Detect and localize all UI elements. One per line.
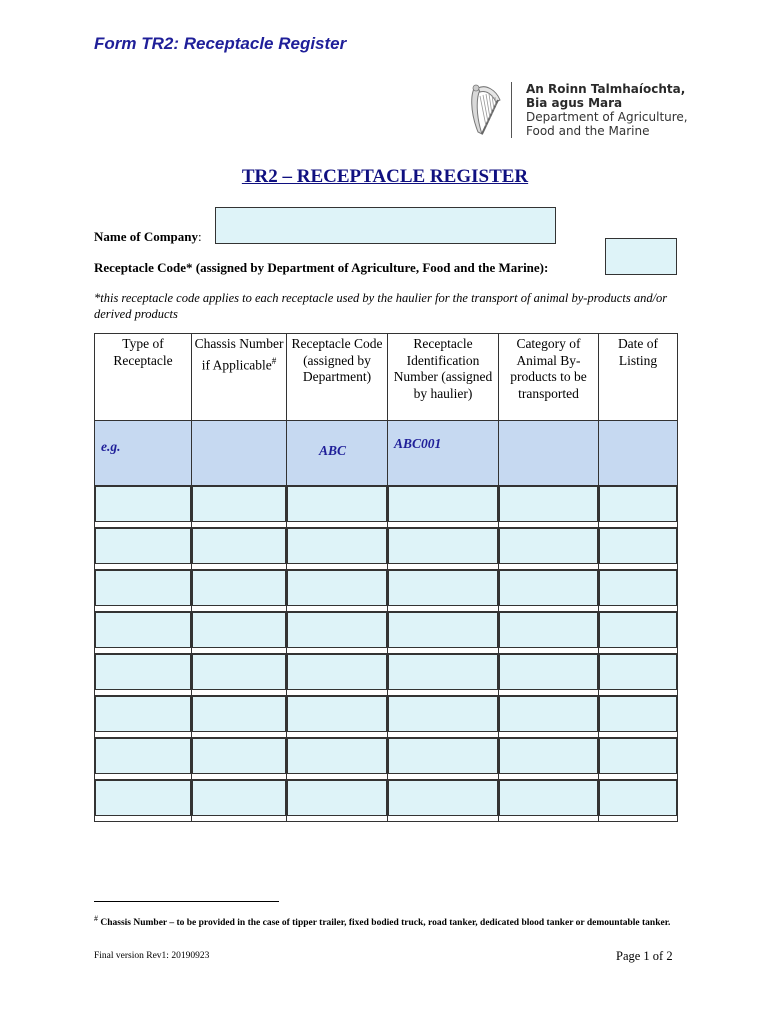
header-date-of-listing: Date of Listing xyxy=(599,334,678,421)
chassis-field[interactable] xyxy=(192,528,286,564)
table-cell-date xyxy=(599,696,678,738)
code-field[interactable] xyxy=(287,486,387,522)
code-field[interactable] xyxy=(287,570,387,606)
department-irish-line2: Bia agus Mara xyxy=(526,96,623,110)
table-cell-chassis xyxy=(192,612,287,654)
harp-icon xyxy=(466,82,506,138)
code-field[interactable] xyxy=(287,696,387,732)
date-field[interactable] xyxy=(599,612,677,648)
type-field[interactable] xyxy=(95,486,191,522)
table-row xyxy=(95,486,678,528)
example-id: ABC001 xyxy=(394,436,442,451)
table-cell-category xyxy=(499,696,599,738)
company-label-text: Name of Company xyxy=(94,229,198,244)
footnote-marker: # xyxy=(94,914,98,923)
department-irish-line1: An Roinn Talmhaíochta, xyxy=(526,82,686,96)
example-type: e.g. xyxy=(101,439,121,454)
table-header-row xyxy=(95,334,678,421)
footnote-text: Chassis Number – to be provided in the case of tipper trailer, fixed bodied truck, road tanker, dedicated blood tanker or demountable tanker. xyxy=(98,918,671,929)
table-cell-date xyxy=(599,654,678,696)
id-field[interactable] xyxy=(388,528,498,564)
table-row xyxy=(95,696,678,738)
header-receptacle-code: Receptacle Code (assigned by Department) xyxy=(287,334,388,421)
chassis-field[interactable] xyxy=(192,612,286,648)
table-cell-code xyxy=(287,570,388,612)
table-cell-category xyxy=(499,486,599,528)
date-field[interactable] xyxy=(599,780,677,816)
table-cell-type xyxy=(95,612,192,654)
type-field[interactable] xyxy=(95,612,191,648)
date-field[interactable] xyxy=(599,738,677,774)
code-field[interactable] xyxy=(287,528,387,564)
receptacle-register-table xyxy=(94,333,678,822)
table-cell-code xyxy=(287,696,388,738)
date-field[interactable] xyxy=(599,486,677,522)
id-field[interactable] xyxy=(388,654,498,690)
table-cell-code xyxy=(287,738,388,780)
category-field[interactable] xyxy=(499,612,598,648)
company-label xyxy=(94,229,202,245)
table-cell-category xyxy=(499,612,599,654)
header-category: Category of Animal By-products to be transported xyxy=(499,334,599,421)
category-field[interactable] xyxy=(499,486,598,522)
table-cell-code xyxy=(287,486,388,528)
example-code-cell xyxy=(287,421,388,486)
table-cell-id xyxy=(388,570,499,612)
table-cell-category xyxy=(499,780,599,822)
table-cell-id xyxy=(388,486,499,528)
receptacle-code-note: *this receptacle code applies to each receptacle used by the haulier for the transport of animal by-products and/or derived products xyxy=(94,291,668,321)
id-field[interactable] xyxy=(388,612,498,648)
table-cell-category xyxy=(499,738,599,780)
department-english-line2: Food and the Marine xyxy=(526,124,650,138)
table-cell-chassis xyxy=(192,738,287,780)
id-field[interactable] xyxy=(388,780,498,816)
date-field[interactable] xyxy=(599,528,677,564)
table-row xyxy=(95,738,678,780)
table-row xyxy=(95,528,678,570)
table-cell-chassis xyxy=(192,528,287,570)
table-row xyxy=(95,612,678,654)
company-label-separator: : xyxy=(198,229,202,244)
date-field[interactable] xyxy=(599,654,677,690)
id-field[interactable] xyxy=(388,696,498,732)
receptacle-code-field[interactable] xyxy=(605,238,677,275)
example-chassis-cell xyxy=(192,421,287,486)
category-field[interactable] xyxy=(499,570,598,606)
page-number: Page 1 of 2 xyxy=(616,949,673,963)
code-field[interactable] xyxy=(287,738,387,774)
chassis-field[interactable] xyxy=(192,738,286,774)
chassis-field[interactable] xyxy=(192,486,286,522)
table-cell-date xyxy=(599,612,678,654)
header-chassis-number xyxy=(192,334,287,421)
department-english-line1: Department of Agriculture, xyxy=(526,110,688,124)
table-cell-code xyxy=(287,780,388,822)
category-field[interactable] xyxy=(499,780,598,816)
table-cell-date xyxy=(599,570,678,612)
type-field[interactable] xyxy=(95,654,191,690)
table-row xyxy=(95,570,678,612)
code-field[interactable] xyxy=(287,654,387,690)
table-cell-id xyxy=(388,738,499,780)
id-field[interactable] xyxy=(388,570,498,606)
department-logo xyxy=(466,80,686,140)
header-chassis-number-text: Chassis Number if Applicable xyxy=(194,336,284,372)
chassis-field[interactable] xyxy=(192,696,286,732)
chassis-field[interactable] xyxy=(192,780,286,816)
type-field[interactable] xyxy=(95,528,191,564)
table-cell-type xyxy=(95,696,192,738)
table-cell-category xyxy=(499,570,599,612)
logo-divider xyxy=(511,82,512,138)
category-field[interactable] xyxy=(499,696,598,732)
id-field[interactable] xyxy=(388,738,498,774)
header-type-of-receptacle: Type of Receptacle xyxy=(95,334,192,421)
code-field[interactable] xyxy=(287,612,387,648)
table-cell-code xyxy=(287,528,388,570)
form-header: Form TR2: Receptacle Register xyxy=(94,34,347,53)
table-cell-date xyxy=(599,738,678,780)
table-cell-chassis xyxy=(192,654,287,696)
type-field[interactable] xyxy=(95,696,191,732)
table-cell-type xyxy=(95,654,192,696)
example-type-cell xyxy=(95,421,192,486)
footnote-divider xyxy=(94,901,279,902)
company-name-field[interactable] xyxy=(215,207,556,244)
example-id-cell xyxy=(388,421,499,486)
example-row xyxy=(95,421,678,486)
version-label: Final version Rev1: 20190923 xyxy=(94,951,210,961)
table-cell-category xyxy=(499,528,599,570)
table-cell-code xyxy=(287,654,388,696)
table-cell-code xyxy=(287,612,388,654)
example-code: ABC xyxy=(319,443,347,458)
table-cell-id xyxy=(388,696,499,738)
table-cell-chassis xyxy=(192,570,287,612)
table-row xyxy=(95,780,678,822)
table-cell-chassis xyxy=(192,780,287,822)
date-field[interactable] xyxy=(599,570,677,606)
table-cell-id xyxy=(388,780,499,822)
table-cell-type xyxy=(95,528,192,570)
table-cell-chassis xyxy=(192,696,287,738)
example-category-cell xyxy=(499,421,599,486)
table-cell-date xyxy=(599,528,678,570)
table-row xyxy=(95,654,678,696)
category-field[interactable] xyxy=(499,528,598,564)
type-field[interactable] xyxy=(95,738,191,774)
table-cell-type xyxy=(95,738,192,780)
page-title: TR2 – RECEPTACLE REGISTER xyxy=(241,166,529,187)
chassis-field[interactable] xyxy=(192,570,286,606)
table-cell-category xyxy=(499,654,599,696)
type-field[interactable] xyxy=(95,780,191,816)
table-cell-chassis xyxy=(192,486,287,528)
chassis-footnote-marker: # xyxy=(271,355,277,366)
table-cell-type xyxy=(95,780,192,822)
code-field[interactable] xyxy=(287,780,387,816)
table-cell-id xyxy=(388,612,499,654)
table-cell-date xyxy=(599,780,678,822)
table-cell-date xyxy=(599,486,678,528)
department-name xyxy=(526,82,688,138)
id-field[interactable] xyxy=(388,486,498,522)
table-cell-id xyxy=(388,654,499,696)
chassis-field[interactable] xyxy=(192,654,286,690)
category-field[interactable] xyxy=(499,654,598,690)
table-cell-type xyxy=(95,486,192,528)
category-field[interactable] xyxy=(499,738,598,774)
receptacle-code-label: Receptacle Code* (assigned by Department of Agriculture, Food and the Marine): xyxy=(94,260,549,275)
table-cell-type xyxy=(95,570,192,612)
type-field[interactable] xyxy=(95,570,191,606)
date-field[interactable] xyxy=(599,696,677,732)
header-identification-number: Receptacle Identification Number (assigned by haulier) xyxy=(388,334,499,421)
chassis-footnote xyxy=(94,912,684,930)
table-cell-id xyxy=(388,528,499,570)
example-date-cell xyxy=(599,421,678,486)
